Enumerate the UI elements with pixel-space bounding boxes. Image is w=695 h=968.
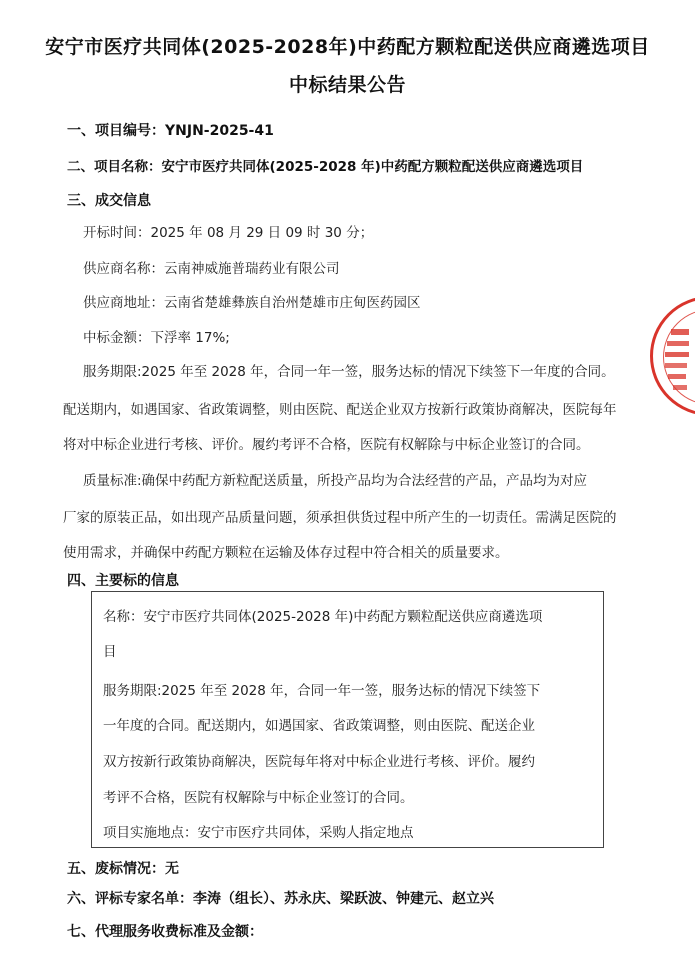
quality-line-2: 厂家的原装正品，如出现产品质量问题，须承担供货过程中所产生的一切责任。需满足医院的 [63, 510, 617, 526]
service-period-line-1: 服务期限:2025 年至 2028 年，合同一年一签，服务达标的情况下续签下一年度的合同。 [83, 364, 615, 380]
box-service-line-4: 考评不合格，医院有权解除与中标企业签订的合同。 [103, 790, 414, 806]
section-experts: 六、评标专家名单：李涛（组长）、苏永庆、梁跃波、钟建元、赵立兴 [67, 891, 494, 907]
box-service-line-3: 双方按新行政策协商解决，医院每年将对中标企业进行考核、评价。履约 [103, 754, 535, 770]
title-line-2: 中标结果公告 [288, 74, 406, 96]
quality-line-3: 使用需求，并确保中药配方颗粒在运输及体存过程中符合相关的质量要求。 [63, 545, 509, 561]
section-project-name: 二、项目名称：安宁市医疗共同体(2025-2028 年)中药配方颗粒配送供应商遴选项目 [67, 159, 584, 175]
section-invalid-bid: 五、废标情况：无 [67, 861, 179, 877]
service-period-line-2: 配送期内，如遇国家、省政策调整，则由医院、配送企业双方按新行政策协商解决，医院每年 [63, 402, 617, 418]
section-main-subject: 四、主要标的信息 [67, 573, 179, 589]
box-service-line-2: 一年度的合同。配送期内，如遇国家、省政策调整，则由医院、配送企业 [103, 718, 535, 734]
open-time: 开标时间：2025 年 08 月 29 日 09 时 30 分； [83, 225, 374, 241]
box-service-line-1: 服务期限:2025 年至 2028 年，合同一年一签，服务达标的情况下续签下 [103, 683, 541, 699]
section-project-number: 一、项目编号：YNJN-2025-41 [67, 123, 274, 139]
service-period-line-3: 将对中标企业进行考核、评价。履约考评不合格，医院有权解除与中标企业签订的合同。 [63, 437, 590, 453]
box-location: 项目实施地点：安宁市医疗共同体，采购人指定地点 [103, 825, 414, 841]
supplier-name: 供应商名称：云南神威施普瑞药业有限公司 [83, 261, 340, 277]
official-seal-icon [650, 296, 695, 416]
supplier-address: 供应商地址：云南省楚雄彝族自治州楚雄市庄甸医药园区 [83, 295, 421, 311]
bid-amount: 中标金额：下浮率 17%; [83, 330, 230, 346]
quality-line-1: 质量标准:确保中药配方新粒配送质量，所投产品均为合法经营的产品，产品均为对应 [83, 473, 588, 489]
subject-info-box [91, 591, 604, 848]
box-name-line-2: 目 [103, 644, 117, 660]
title-line-1: 安宁市医疗共同体(2025-2028年)中药配方颗粒配送供应商遴选项目 [45, 36, 650, 58]
section-agency-fee: 七、代理服务收费标准及金额： [67, 924, 263, 940]
box-name-line-1: 名称：安宁市医疗共同体(2025-2028 年)中药配方颗粒配送供应商遴选项 [103, 609, 543, 625]
section-deal-info: 三、成交信息 [67, 193, 151, 209]
seal-marks-icon [653, 299, 695, 416]
